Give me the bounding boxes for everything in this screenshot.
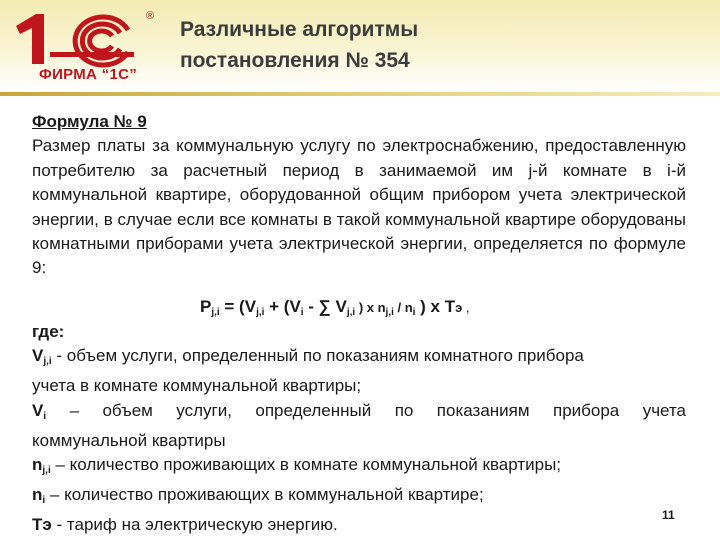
formula-p-sub: j,i (211, 307, 220, 318)
definition-vi-cont: коммунальной квартиры (32, 430, 226, 450)
definitions-block (32, 320, 686, 538)
formula-vi-sub: i (300, 307, 304, 318)
formula-ni-sub: i (412, 307, 416, 318)
def-text: – количество проживающих в комнате коммунальной квартиры; (50, 455, 562, 475)
formula-n-sub: j,i (385, 307, 394, 318)
formula-tail-sup: э (455, 300, 463, 315)
slide-title (180, 14, 640, 76)
title-line-2: постановления № 354 (180, 49, 410, 72)
formula-x-n: ) x n (355, 300, 386, 315)
def-text: – количество проживающих в коммунальной квартире; (45, 485, 484, 505)
def-text: – объем услуги, определенный по показаниям прибора учета (46, 400, 686, 420)
def-text: - тариф на электрическую энергию. (51, 515, 338, 535)
formula-div-n: / n (393, 300, 413, 315)
definition-vji (32, 344, 686, 374)
def-symbol-sub: j,i (43, 356, 52, 368)
header-divider (0, 92, 720, 96)
title-line-1: Различные алгоритмы (180, 18, 419, 41)
formula-p: P (200, 297, 212, 316)
def-symbol-sub: i (42, 495, 46, 507)
def-symbol: V (32, 400, 44, 420)
def-symbol: Тэ (32, 515, 52, 535)
formula-plus-v: + (V (264, 297, 301, 316)
def-symbol: n (32, 455, 43, 475)
registered-mark: ® (146, 10, 155, 22)
def-symbol: n (32, 485, 43, 505)
company-logo (10, 8, 160, 86)
def-symbol: V (32, 346, 44, 366)
formula-expression (200, 297, 470, 318)
formula-tail: ) x T (415, 297, 456, 316)
formula-comma: , (462, 300, 470, 315)
formula-minus-sum: - ∑ V (303, 297, 347, 316)
formula-description: Размер платы за коммунальную услугу по электроснабжению, предоставленную потребителю за расчетный период в занимаемой им j-й комнате в i-й коммунальной квартире, оборудованной общим прибором учета электрической энергии, в случае если все комнаты в такой коммунальной квартире оборудованы комнатными приборами учета электрической энергии, определяется по формуле 9: (32, 136, 686, 278)
logo-1c-mark (10, 8, 160, 68)
slide-body (32, 110, 686, 281)
formula-v-sub: j,i (256, 307, 265, 318)
formula-sum-sub: j,i (346, 307, 356, 318)
def-text: - объем услуги, определенный по показаниям комнатного прибора (51, 346, 584, 366)
definition-nji (32, 453, 686, 483)
definition-te (32, 513, 686, 537)
def-symbol-sub: j,i (42, 465, 51, 477)
formula-eq-open: = (V (219, 297, 257, 316)
def-symbol-sub: i (43, 410, 47, 422)
page-number: 11 (662, 508, 675, 522)
logo-subtitle: ФИРМА “1С” (38, 66, 138, 83)
definition-ni (32, 483, 686, 513)
where-label: где: (32, 322, 65, 341)
definition-vji-cont: учета в комнате коммунальной квартиры; (32, 376, 362, 396)
formula-heading: Формула № 9 (32, 112, 147, 131)
definition-vi (32, 399, 686, 429)
